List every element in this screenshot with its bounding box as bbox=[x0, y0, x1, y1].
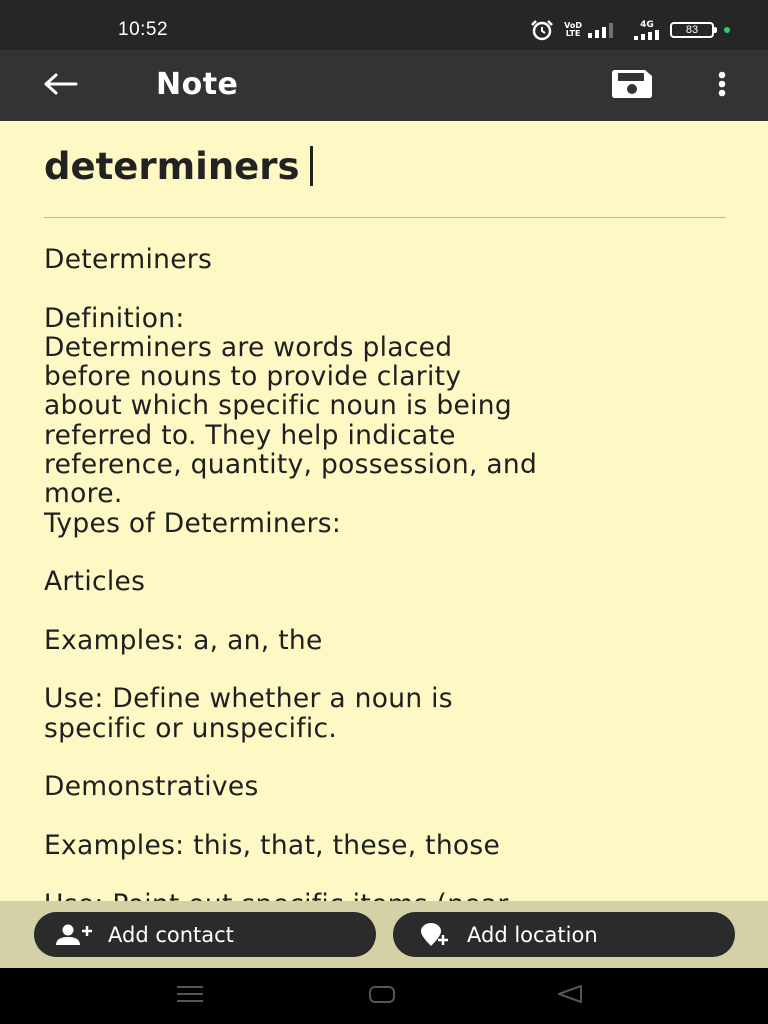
status-time: 10:52 bbox=[118, 19, 169, 40]
save-icon bbox=[612, 70, 652, 102]
recents-button[interactable] bbox=[160, 980, 220, 1012]
nav-back-button[interactable] bbox=[540, 980, 600, 1012]
add-contact-button[interactable] bbox=[34, 912, 376, 957]
note-editor[interactable] bbox=[0, 121, 768, 901]
network-4g-icon bbox=[634, 21, 660, 40]
volte-bottom-label: LTE bbox=[565, 29, 581, 38]
note-title-field[interactable] bbox=[44, 145, 724, 188]
back-icon bbox=[556, 984, 584, 1008]
add-contact-icon bbox=[56, 924, 94, 946]
add-location-icon bbox=[419, 923, 453, 947]
app-bar bbox=[0, 50, 768, 121]
home-button[interactable] bbox=[352, 980, 412, 1012]
back-arrow-icon bbox=[42, 72, 78, 100]
page-title: Note bbox=[156, 67, 239, 102]
home-icon bbox=[368, 984, 396, 1008]
add-contact-label: Add contact bbox=[108, 922, 234, 947]
action-bar bbox=[0, 901, 768, 968]
more-options-button[interactable] bbox=[702, 64, 742, 108]
back-button[interactable] bbox=[38, 66, 82, 106]
volte-top-label: VoD bbox=[564, 21, 582, 30]
save-button[interactable] bbox=[608, 64, 656, 108]
more-vert-icon bbox=[717, 71, 727, 101]
signal-icon bbox=[588, 22, 618, 38]
note-title-text: determiners bbox=[44, 145, 300, 188]
add-location-button[interactable] bbox=[393, 912, 735, 957]
privacy-indicator-dot bbox=[724, 27, 730, 33]
system-nav-bar bbox=[0, 968, 768, 1024]
add-location-label: Add location bbox=[467, 922, 598, 947]
volte-icon bbox=[564, 22, 582, 38]
network-label: 4G bbox=[640, 19, 654, 30]
alarm-icon bbox=[530, 19, 554, 41]
title-divider bbox=[44, 217, 726, 218]
text-caret bbox=[310, 146, 313, 186]
status-bar bbox=[0, 0, 768, 50]
battery-icon: 83 bbox=[670, 22, 714, 38]
recents-icon bbox=[176, 984, 204, 1008]
note-body-field[interactable]: Determiners Definition: Determiners are words placed before nouns to provide clarity about which specific noun is being referred to. They help indicate reference, quantity, possession, and more. Types of Determiners: Articles Examples: a, an, the Use: Define whether a noun is specific or unspecific. Demonstratives Examples: this, that, these, those bbox=[44, 244, 538, 861]
status-icons bbox=[530, 18, 730, 42]
